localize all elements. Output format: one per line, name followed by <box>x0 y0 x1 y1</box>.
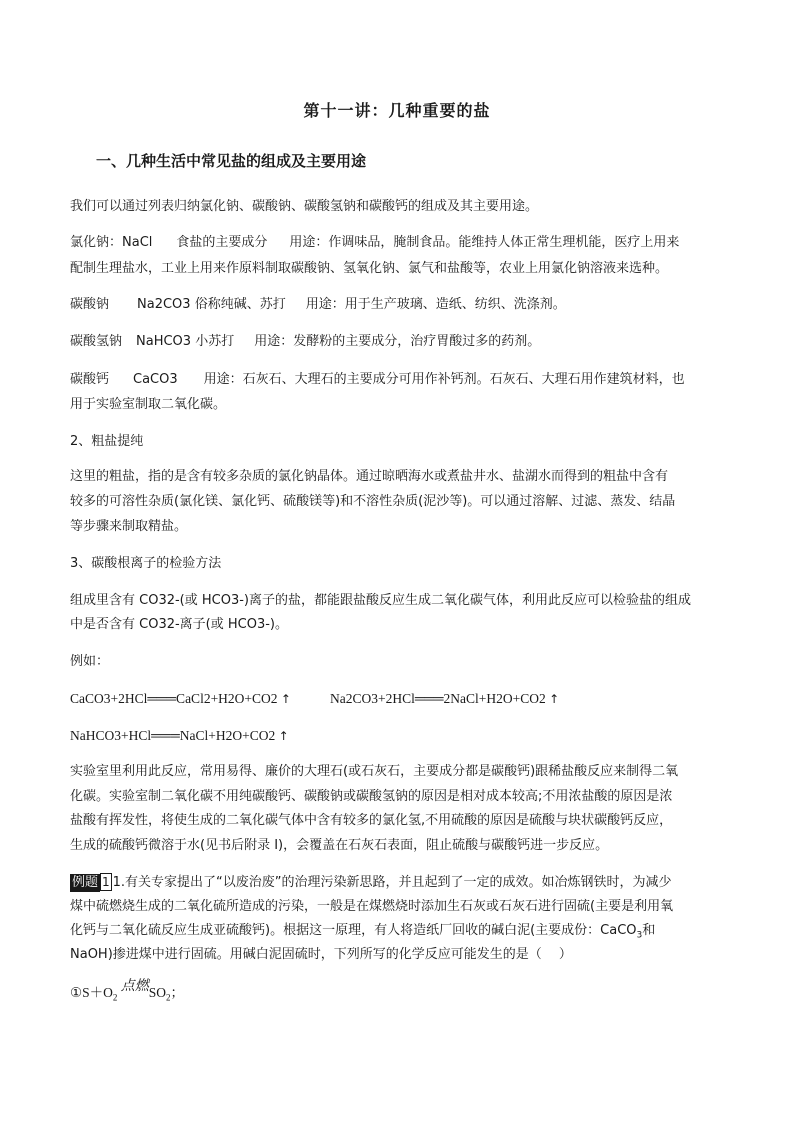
caco3-formula: CaCO3 <box>133 372 178 387</box>
reaction-condition: 点燃 <box>120 979 149 994</box>
na2co3-use: 用途：用于生产玻璃、造纸、纺织、洗涤剂。 <box>305 297 566 312</box>
section2-line-1: 这里的粗盐，指的是含有较多杂质的氯化钠晶体。通过晾晒海水或煮盐井水、盐湖水而得到的粗盐中含有 <box>70 469 669 484</box>
page-title: 第十一讲：几种重要的盐 <box>303 101 491 120</box>
example-number-badge: 1 <box>102 875 110 889</box>
example1-line-4: NaOH)掺进煤中进行固硫。用碱白泥固硫时，下列所写的化学反应可能发生的是（ ） <box>70 947 572 962</box>
option1-product: SO <box>148 985 167 1000</box>
na2co3-formula: Na2CO3 俗称纯碱、苏打 <box>137 297 286 312</box>
explain-line-2: 化碳。实验室制二氧化碳不用纯碳酸钙、碳酸钠或碳酸氢钠的原因是相对成本较高;不用浓盐酸的原因是浓 <box>70 789 673 804</box>
nahco3-use: 用途：发酵粉的主要成分，治疗胃酸过多的药剂。 <box>254 334 541 349</box>
section2-line-3: 等步骤来制取精盐。 <box>70 519 188 534</box>
example1-text-3: 化钙与二氧化硫反应生成亚硫酸钙)。根据这一原理，有人将造纸厂回收的碱白泥(主要成份：CaCO <box>70 923 637 938</box>
intro-paragraph: 我们可以通过列表归纳氯化钠、碳酸钠、碳酸氢钠和碳酸钙的组成及其主要用途。 <box>70 199 539 214</box>
equation-2-text: Na2CO3+2HCl═══2NaCl+H2O+CO2 <box>330 691 546 706</box>
example1-line-1 <box>70 870 672 896</box>
nahco3-line <box>70 329 540 355</box>
example-badge: 例题 <box>72 875 99 890</box>
nacl-line-2: 配制生理盐水，工业上用来作原料制取碳酸钠、氢氧化钠、氯气和盐酸等，农业上用氯化钠溶液来选种。 <box>70 261 669 276</box>
nahco3-name: 碳酸氢钠 <box>70 334 123 349</box>
explain-line-3: 盐酸有挥发性，将使生成的二氧化碳气体中含有较多的氯化氢,不用硫酸的原因是硫酸与块状碳酸钙反应， <box>70 813 673 828</box>
section-heading-2: 2、粗盐提纯 <box>70 434 144 449</box>
section-heading-3: 3、碳酸根离子的检验方法 <box>70 556 222 571</box>
explain-line-1: 实验室里利用此反应，常用易得、廉价的大理石(或石灰石，主要成分都是碳酸钙)跟稀盐酸反应来制得二氧 <box>70 764 679 779</box>
nacl-line-1 <box>70 230 679 256</box>
option1-sub-2: 2 <box>166 992 171 1003</box>
gas-arrow-icon: ↑ <box>278 729 289 743</box>
gas-arrow-icon: ↑ <box>280 692 291 706</box>
example1-text-1: 1.有关专家提出了“以废治废”的治理污染新思路，并且起到了一定的成效。如冶炼钢铁时，为减少 <box>112 875 672 890</box>
nacl-desc: 食盐的主要成分 <box>176 235 268 250</box>
gas-arrow-icon: ↑ <box>549 692 560 706</box>
equation-3 <box>70 723 289 749</box>
section3-line-1: 组成里含有 CO32-(或 HCO3-)离子的盐，都能跟盐酸反应生成二氧化碳气体，利用此反应可以检验盐的组成 <box>70 593 691 608</box>
nahco3-formula: NaHCO3 小苏打 <box>136 334 235 349</box>
caco3-use-1: 用途：石灰石、大理石的主要成分可用作补钙剂。石灰石、大理石用作建筑材料，也 <box>203 372 685 387</box>
equation-2 <box>330 686 559 712</box>
example1-sub-3: 3 <box>636 930 643 941</box>
example1-text-3-end: 和 <box>642 923 656 938</box>
nacl-name: 氯化钠：NaCl <box>70 235 153 250</box>
explain-line-4: 生成的硫酸钙微溶于水(见书后附录 I)，会覆盖在石灰石表面，阻止硫酸与碳酸钙进一步反应。 <box>70 838 609 853</box>
option1-prefix: ①S＋O <box>70 985 113 1000</box>
option1-end: ； <box>170 985 185 1000</box>
na2co3-line <box>70 292 566 318</box>
section2-line-2: 较多的可溶性杂质(氯化镁、氯化钙、硫酸镁等)和不溶性杂质(泥沙等)。可以通过溶解、过滤、蒸发、结晶 <box>70 494 676 509</box>
nacl-use-1: 用途：作调味品，腌制食品。能维持人体正常生理机能，医疗上用来 <box>289 235 680 250</box>
caco3-line-2: 用于实验室制取二氧化碳。 <box>70 397 227 412</box>
example1-line-2: 煤中硫燃烧生成的二氧化硫所造成的污染，一般是在煤燃烧时添加生石灰或石灰石进行固硫(主要是利用氧 <box>70 899 674 914</box>
example-label: 例如： <box>70 654 110 669</box>
caco3-name: 碳酸钙 <box>70 372 110 387</box>
equation-1 <box>70 686 291 712</box>
section3-line-2: 中是否含有 CO32-离子(或 HCO3-)。 <box>70 617 288 632</box>
equation-1-text: CaCO3+2HCl═══CaCl2+H2O+CO2 <box>70 691 278 706</box>
section-heading-1: 一、几种生活中常见盐的组成及主要用途 <box>96 152 367 170</box>
option1-sub-1: 2 <box>112 992 118 1003</box>
option-1 <box>70 980 184 1011</box>
na2co3-name: 碳酸钠 <box>70 297 110 312</box>
caco3-line-1 <box>70 367 685 393</box>
equation-3-text: NaHCO3+HCl═══NaCl+H2O+CO2 <box>70 728 276 743</box>
